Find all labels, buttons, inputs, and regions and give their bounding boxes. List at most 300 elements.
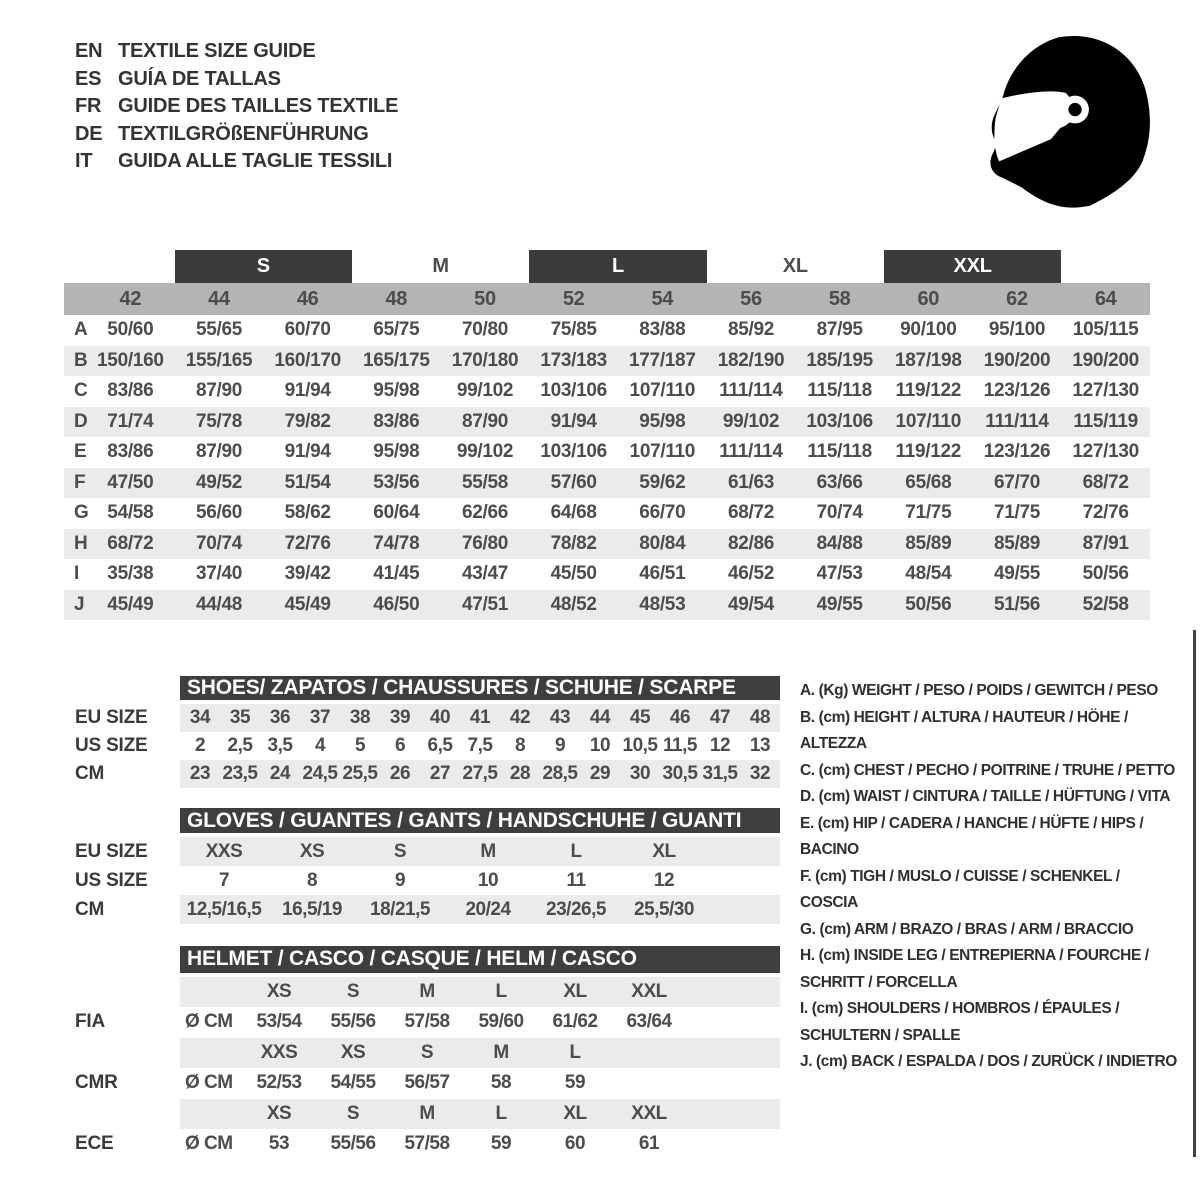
helmet-ece-cell: 61 <box>638 1133 660 1155</box>
size-value: 50/56 <box>1082 563 1129 585</box>
size-value: 65/75 <box>373 319 420 341</box>
size-value: 160/170 <box>274 349 341 371</box>
shoes-eu-size-cell: 36 <box>269 707 291 728</box>
legend-item: J. (cm) BACK / ESPALDA / DOS / ZURÜCK / INDIETRO <box>800 1053 1177 1070</box>
size-group-m: M <box>432 255 449 277</box>
gloves-cm-values <box>180 895 780 924</box>
helmet-cmr-sizes-cell: XXS <box>260 1041 298 1063</box>
size-value: 50/56 <box>905 593 952 615</box>
measurement-row-j <box>64 590 1150 621</box>
size-value: 155/165 <box>185 349 253 371</box>
size-value: 54/58 <box>107 502 154 524</box>
size-value: 66/70 <box>639 502 686 524</box>
measurement-legend <box>800 678 1180 1076</box>
size-value: 123/126 <box>983 380 1051 402</box>
size-value: 111/114 <box>985 410 1049 432</box>
shoes-cm-cell: 30 <box>629 763 651 784</box>
size-value: 55/65 <box>195 319 243 341</box>
size-number: 60 <box>917 287 940 310</box>
helmet-cmr-row <box>64 1068 780 1099</box>
helmet-label-spacer <box>64 946 180 977</box>
size-value: 115/118 <box>807 380 872 402</box>
size-value: 46/50 <box>373 593 420 615</box>
helmet-fia-cell: 61/62 <box>552 1011 598 1033</box>
shoes-us-size-cell: 4 <box>314 735 326 756</box>
size-value: 68/72 <box>1082 471 1129 493</box>
size-value: 111/114 <box>719 380 783 402</box>
size-number: 64 <box>1094 287 1117 310</box>
gloves-eu-size-cell: XS <box>299 840 325 862</box>
right-divider-line <box>1193 630 1196 1157</box>
measurement-row-e <box>64 437 1150 468</box>
gloves-us-size-cell: 11 <box>566 869 586 891</box>
size-value: 105/115 <box>1072 319 1139 341</box>
helmet-title-row <box>64 946 780 977</box>
shoes-us-size-cell: 7,5 <box>467 735 493 756</box>
shoes-eu-size-label: EU SIZE <box>75 707 148 728</box>
shoes-us-size-cell: 5 <box>354 735 366 756</box>
size-value: 63/66 <box>816 471 863 493</box>
size-value: 127/130 <box>1072 441 1139 463</box>
shoes-us-size-values <box>180 732 780 760</box>
size-value: 107/110 <box>629 380 696 402</box>
size-group-header-row <box>64 250 1150 283</box>
language-title: GUÍA DE TALLAS <box>118 67 281 90</box>
size-value: 49/55 <box>816 593 863 615</box>
language-title-row <box>75 93 398 121</box>
shoes-eu-size-cell: 34 <box>189 707 211 728</box>
size-value: 68/72 <box>107 532 154 554</box>
row-letter: G <box>74 502 89 524</box>
legend-item: D. (cm) WAIST / CINTURA / TAILLE / HÜFTUNG / VITA <box>800 788 1171 805</box>
size-value: 99/102 <box>456 441 514 463</box>
size-value: 52/58 <box>1082 593 1129 615</box>
size-value: 91/94 <box>284 380 331 402</box>
gloves-eu-size-label: EU SIZE <box>75 840 148 862</box>
shoes-size-table <box>64 676 780 788</box>
helmet-cmr-sizes-cell: M <box>493 1041 509 1063</box>
shoes-cm-values <box>180 760 780 788</box>
size-value: 67/70 <box>993 471 1041 493</box>
size-value: 45/50 <box>550 563 597 585</box>
size-value: 46/52 <box>727 563 775 585</box>
row-letter: I <box>74 563 80 585</box>
size-value: 51/56 <box>993 593 1041 615</box>
shoes-cm-cell: 26 <box>389 763 411 784</box>
row-letter: E <box>74 441 87 463</box>
size-value: 70/74 <box>816 502 863 524</box>
size-value: 75/85 <box>550 319 597 341</box>
helmet-fia-sizes-cell: XL <box>563 980 587 1002</box>
size-value: 70/80 <box>461 319 509 341</box>
shoes-eu-size-cell: 42 <box>509 707 531 728</box>
helmet-ece-label: ECE <box>75 1133 114 1155</box>
shoes-eu-size-cell: 39 <box>389 707 411 728</box>
size-value: 83/88 <box>639 319 686 341</box>
shoes-us-size-cell: 9 <box>554 735 566 756</box>
size-value: 190/200 <box>1072 349 1139 371</box>
gloves-us-size-cell: 7 <box>218 869 230 891</box>
legend-item: C. (cm) CHEST / PECHO / POITRINE / TRUHE / PETTO <box>800 761 1175 779</box>
helmet-ece-sizes-cell: S <box>346 1102 360 1124</box>
helmet-ece-row <box>64 1129 780 1160</box>
helmet-cmr-sizes-cell: S <box>420 1041 434 1063</box>
helmet-fia-cell: 53/54 <box>256 1011 302 1033</box>
size-value: 59/62 <box>639 471 686 493</box>
language-code: ES <box>75 67 102 90</box>
size-value: 177/187 <box>629 349 696 371</box>
size-value: 91/94 <box>284 441 331 463</box>
helmet-icon <box>972 30 1167 215</box>
shoes-title-row <box>64 676 780 704</box>
gloves-title-row <box>64 808 780 837</box>
language-title: TEXTILE SIZE GUIDE <box>118 40 316 63</box>
shoes-us-size-label: US SIZE <box>75 735 148 756</box>
shoes-cm-cell: 29 <box>589 763 611 784</box>
size-value: 47/51 <box>461 593 509 615</box>
language-title-row <box>75 38 398 66</box>
row-letter: B <box>74 349 88 371</box>
gloves-us-size-cell: 12 <box>653 869 675 891</box>
helmet-cmr-label: CMR <box>75 1072 118 1094</box>
helmet-ece-sizes-cell <box>180 1099 242 1130</box>
size-value: 103/106 <box>806 410 873 432</box>
size-value: 46/51 <box>639 563 686 585</box>
helmet-ece-sizes-values <box>180 1099 780 1130</box>
shoes-eu-size-cell: 47 <box>709 707 731 728</box>
size-value: 85/89 <box>993 532 1041 554</box>
language-title-list <box>75 38 398 176</box>
gloves-cm-row <box>64 895 780 924</box>
shoes-us-size-cell: 12 <box>709 735 731 756</box>
size-value: 182/190 <box>717 349 785 371</box>
size-value: 95/98 <box>639 410 686 432</box>
shoes-eu-size-cell: 45 <box>629 707 651 728</box>
helmet-ece-cell: 55/56 <box>330 1133 376 1155</box>
helmet-fia-values <box>180 1007 780 1038</box>
size-value: 35/38 <box>107 563 154 585</box>
helmet-fia-sizes-cell: L <box>495 980 507 1002</box>
gloves-eu-size-cell: M <box>480 840 496 862</box>
shoes-title: SHOES/ ZAPATOS / CHAUSSURES / SCHUHE / SCARPE <box>187 676 736 699</box>
size-value: 83/86 <box>373 410 420 432</box>
legend-item: H. (cm) INSIDE LEG / ENTREPIERNA / FOURCHE / SCHRITT / FORCELLA <box>800 947 1149 991</box>
size-value: 47/53 <box>816 563 863 585</box>
shoes-eu-size-cell: 46 <box>669 707 691 728</box>
size-value: 48/54 <box>905 563 952 585</box>
shoes-us-size-cell: 13 <box>749 735 771 756</box>
size-value: 95/98 <box>373 441 420 463</box>
language-code: EN <box>75 40 103 63</box>
gloves-label-spacer <box>64 808 180 837</box>
size-value: 103/106 <box>540 441 607 463</box>
size-value: 48/52 <box>550 593 597 615</box>
shoes-us-size-cell: 11,5 <box>663 735 697 756</box>
helmet-cmr-sizes-cell: L <box>569 1041 581 1063</box>
size-value: 74/78 <box>373 532 420 554</box>
gloves-eu-size-values <box>180 837 780 866</box>
size-value: 87/90 <box>195 441 243 463</box>
language-code: IT <box>75 150 93 173</box>
helmet-cmr-sizes-cell <box>180 1038 242 1069</box>
apparel-size-table <box>64 250 1150 620</box>
gloves-title-bar <box>180 808 780 833</box>
size-value: 45/49 <box>107 593 154 615</box>
helmet-ece-sizes-label <box>64 1099 180 1130</box>
row-letter: C <box>74 380 88 402</box>
helmet-cmr-cell: Ø CM <box>185 1072 233 1094</box>
size-number: 50 <box>474 287 496 310</box>
size-value: 58/62 <box>284 502 331 524</box>
size-group-xl: XL <box>782 255 808 277</box>
shoes-us-size-cell: 10 <box>589 735 611 756</box>
size-value: 62/66 <box>461 502 509 524</box>
helmet-fia-row <box>64 1007 780 1038</box>
size-value: 119/122 <box>895 441 962 463</box>
gloves-us-size-values <box>180 866 780 895</box>
size-value: 78/82 <box>550 532 597 554</box>
size-value: 53/56 <box>373 471 420 493</box>
legend-item: B. (cm) HEIGHT / ALTURA / HAUTEUR / HÖHE / ALTEZZA <box>800 708 1128 752</box>
measurement-row-h <box>64 529 1150 560</box>
size-value: 76/80 <box>461 532 509 554</box>
size-number: 58 <box>828 287 851 310</box>
shoes-eu-size-cell: 35 <box>229 707 251 728</box>
size-value: 43/47 <box>461 563 509 585</box>
size-value: 56/60 <box>195 502 243 524</box>
measurement-row-i <box>64 559 1150 590</box>
gloves-us-size-cell: 8 <box>306 869 318 891</box>
size-value: 103/106 <box>540 380 607 402</box>
legend-item: I. (cm) SHOULDERS / HOMBROS / ÉPAULES / SCHULTERN / SPALLE <box>800 1000 1120 1044</box>
helmet-cmr-sizes-values <box>180 1038 780 1069</box>
shoes-title-bar <box>180 676 780 700</box>
gloves-eu-size-cell: L <box>570 840 582 862</box>
helmet-fia-sizes-values <box>180 977 780 1008</box>
measurement-row-a <box>64 315 1150 346</box>
legend-item: E. (cm) HIP / CADERA / HANCHE / HÜFTE / HIPS / BACINO <box>800 814 1144 858</box>
helmet-fia-cell: 63/64 <box>626 1011 672 1033</box>
shoes-cm-cell: 28 <box>509 763 531 784</box>
measurement-rows <box>64 315 1150 620</box>
helmet-ece-values <box>180 1129 780 1160</box>
size-value: 127/130 <box>1072 380 1139 402</box>
measurement-row-g <box>64 498 1150 529</box>
helmet-fia-label: FIA <box>75 1011 106 1033</box>
size-value: 107/110 <box>629 441 696 463</box>
size-value: 190/200 <box>983 349 1051 371</box>
helmet-title-bar <box>180 946 780 973</box>
helmet-fia-cell: Ø CM <box>185 1011 233 1033</box>
gloves-eu-size-row <box>64 837 780 866</box>
size-value: 61/63 <box>727 471 775 493</box>
shoes-cm-cell: 27 <box>429 763 451 784</box>
helmet-ece-cell: 57/58 <box>404 1133 450 1155</box>
helmet-ece-cell: 60 <box>564 1133 586 1155</box>
gloves-title: GLOVES / GUANTES / GANTS / HANDSCHUHE / GUANTI <box>187 808 742 832</box>
size-value: 71/75 <box>905 502 952 524</box>
shoes-us-size-cell: 6,5 <box>427 735 453 756</box>
size-value: 70/74 <box>195 532 243 554</box>
size-value: 123/126 <box>983 441 1051 463</box>
size-value: 72/76 <box>1082 502 1129 524</box>
helmet-fia-sizes-cell: S <box>346 980 360 1002</box>
helmet-fia-sizes-cell <box>180 977 242 1008</box>
shoes-eu-size-cell: 44 <box>589 707 611 728</box>
helmet-ece-cell: Ø CM <box>185 1133 233 1155</box>
size-value: 185/195 <box>806 349 873 371</box>
gloves-eu-size-cell: XXS <box>205 840 243 862</box>
language-title-row <box>75 148 398 176</box>
helmet-fia-cell: 57/58 <box>404 1011 450 1033</box>
gloves-cm-cell: 16,5/19 <box>282 898 342 920</box>
size-number: 62 <box>1006 287 1028 310</box>
gloves-cm-label: CM <box>75 898 105 920</box>
size-value: 71/75 <box>993 502 1041 524</box>
size-number: 42 <box>119 287 142 310</box>
helmet-title: HELMET / CASCO / CASQUE / HELM / CASCO <box>187 947 637 971</box>
size-value: 49/54 <box>727 593 775 615</box>
gloves-cm-cell: 12,5/16,5 <box>186 898 262 920</box>
helmet-size-table <box>64 946 780 1160</box>
size-value: 115/119 <box>1073 410 1138 432</box>
measurement-row-c <box>64 376 1150 407</box>
size-value: 83/86 <box>107 380 154 402</box>
size-value: 79/82 <box>284 410 331 432</box>
size-value: 65/68 <box>905 471 952 493</box>
size-value: 187/198 <box>895 349 962 371</box>
size-number: 44 <box>208 287 230 310</box>
helmet-cmr-sizes-cell: XS <box>340 1041 366 1063</box>
size-value: 115/118 <box>807 441 872 463</box>
shoes-eu-size-cell: 41 <box>469 707 491 728</box>
gloves-us-size-label: US SIZE <box>75 869 148 891</box>
gloves-cm-cell: 23/26,5 <box>546 898 606 920</box>
size-value: 95/100 <box>988 319 1046 341</box>
size-value: 64/68 <box>550 502 597 524</box>
helmet-fia-sizes-row <box>64 977 780 1008</box>
size-value: 95/98 <box>373 380 420 402</box>
helmet-fia-cell: 55/56 <box>330 1011 376 1033</box>
gloves-us-size-cell: 9 <box>394 869 406 891</box>
size-value: 50/60 <box>107 319 154 341</box>
measurement-row-f <box>64 468 1150 499</box>
size-value: 68/72 <box>727 502 775 524</box>
helmet-fia-sizes-cell: XXL <box>631 980 667 1002</box>
size-value: 41/45 <box>373 563 420 585</box>
helmet-cmr-sizes-row <box>64 1038 780 1069</box>
helmet-cmr-sizes-cell <box>612 1038 686 1069</box>
size-number: 48 <box>385 287 408 310</box>
shoes-label-spacer <box>64 676 180 704</box>
legend-item: G. (cm) ARM / BRAZO / BRAS / ARM / BRACCIO <box>800 920 1134 938</box>
shoes-us-size-cell: 10,5 <box>622 735 658 756</box>
size-value: 72/76 <box>284 532 331 554</box>
shoes-eu-size-values <box>180 704 780 732</box>
corner-cell <box>64 283 86 315</box>
shoes-us-size-cell: 3,5 <box>267 735 293 756</box>
helmet-ece-sizes-cell: L <box>495 1102 507 1124</box>
measurement-row-b <box>64 346 1150 377</box>
size-group-xxl: XXL <box>884 250 1061 283</box>
size-value: 99/102 <box>456 380 514 402</box>
size-value: 90/100 <box>900 319 957 341</box>
shoes-us-size-row <box>64 732 780 760</box>
helmet-cmr-sizes-label <box>64 1038 180 1069</box>
language-title: GUIDE DES TAILLES TEXTILE <box>118 95 399 118</box>
size-value: 49/55 <box>993 563 1041 585</box>
size-value: 87/90 <box>195 380 243 402</box>
size-value: 39/42 <box>284 563 331 585</box>
helmet-cmr-cell: 54/55 <box>330 1072 376 1094</box>
shoes-us-size-cell: 2,5 <box>227 735 253 756</box>
helmet-cmr-values <box>180 1068 780 1099</box>
row-letter: H <box>74 532 88 554</box>
helmet-ece-cell: 59 <box>490 1133 512 1155</box>
shoes-cm-cell: 27,5 <box>462 763 498 784</box>
shoes-eu-size-cell: 37 <box>309 707 331 728</box>
size-value: 85/92 <box>727 319 775 341</box>
shoes-cm-cell: 23 <box>189 763 211 784</box>
shoes-cm-cell: 24 <box>269 763 291 784</box>
size-number: 52 <box>562 287 585 310</box>
size-value: 165/175 <box>363 349 430 371</box>
shoes-cm-cell: 25,5 <box>342 763 378 784</box>
size-value: 57/60 <box>550 471 597 493</box>
size-value: 107/110 <box>895 410 962 432</box>
helmet-ece-cell: 53 <box>268 1133 290 1155</box>
shoes-cm-cell: 28,5 <box>542 763 578 784</box>
row-letter: A <box>74 319 88 341</box>
size-value: 170/180 <box>451 349 519 371</box>
size-value: 150/160 <box>97 349 164 371</box>
size-value: 91/94 <box>550 410 597 432</box>
size-value: 60/64 <box>373 502 420 524</box>
size-value: 87/91 <box>1082 532 1129 554</box>
size-value: 85/89 <box>905 532 952 554</box>
size-value: 49/52 <box>195 471 243 493</box>
size-value: 87/90 <box>461 410 509 432</box>
helmet-fia-sizes-label <box>64 977 180 1008</box>
language-code: DE <box>75 122 103 145</box>
language-title-row <box>75 66 398 94</box>
shoes-eu-size-row <box>64 704 780 732</box>
size-value: 51/54 <box>284 471 331 493</box>
size-number: 46 <box>296 287 319 310</box>
gloves-us-size-row <box>64 866 780 895</box>
size-value: 48/53 <box>639 593 686 615</box>
size-value: 99/102 <box>722 410 780 432</box>
gloves-cm-cell: 20/24 <box>465 898 511 920</box>
shoes-eu-size-cell: 40 <box>429 707 451 728</box>
size-value: 47/50 <box>107 471 154 493</box>
size-number-row <box>64 283 1150 315</box>
measurement-row-d <box>64 407 1150 438</box>
row-letter: D <box>74 410 88 432</box>
shoes-us-size-cell: 8 <box>514 735 526 756</box>
size-number: 54 <box>651 287 674 310</box>
shoes-cm-cell: 23,5 <box>222 763 258 784</box>
helmet-ece-sizes-cell: XS <box>266 1102 292 1124</box>
size-number: 56 <box>740 287 762 310</box>
size-value: 119/122 <box>895 380 962 402</box>
shoes-eu-size-cell: 43 <box>549 707 571 728</box>
size-value: 60/70 <box>284 319 331 341</box>
gloves-eu-size-cell: S <box>393 840 407 862</box>
size-value: 44/48 <box>195 593 243 615</box>
size-value: 87/95 <box>816 319 863 341</box>
size-value: 45/49 <box>284 593 331 615</box>
